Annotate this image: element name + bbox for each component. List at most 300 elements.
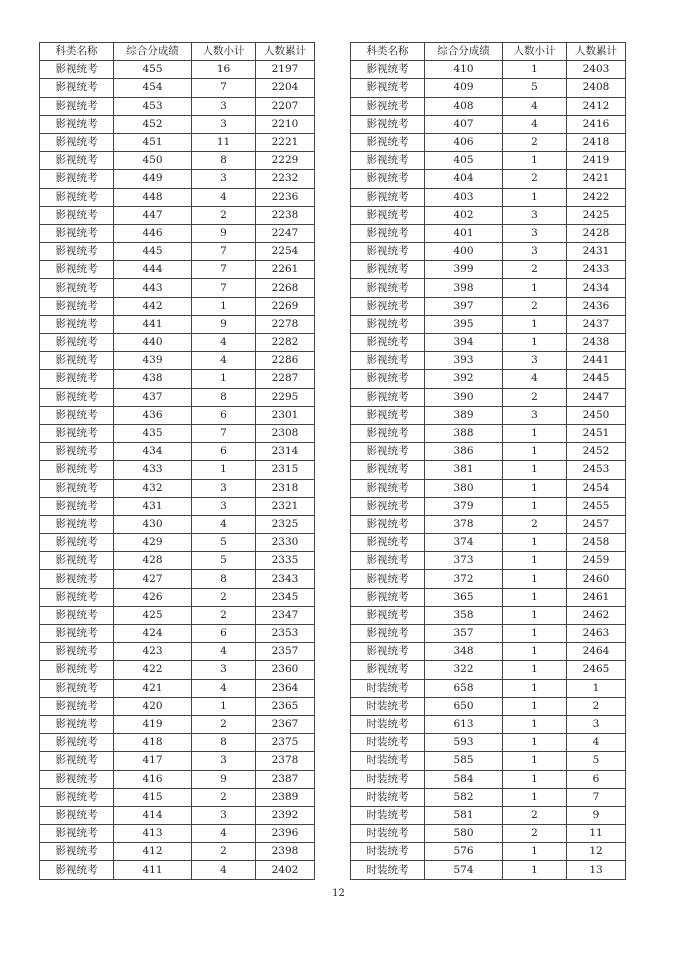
table-row: [351, 352, 626, 370]
cell-count: 2: [192, 843, 256, 861]
cell-score: 421: [114, 679, 192, 697]
table-row: [40, 206, 315, 224]
cell-cumulative: 2221: [256, 133, 315, 151]
table-row: [40, 406, 315, 424]
cell-cumulative: 7: [567, 788, 626, 806]
table-row: [351, 606, 626, 624]
cell-category: 影视统考: [40, 861, 114, 879]
cell-score: 357: [425, 625, 503, 643]
cell-cumulative: 9: [567, 806, 626, 824]
table-row: [40, 643, 315, 661]
cell-count: 7: [192, 243, 256, 261]
cell-count: 3: [192, 97, 256, 115]
cell-cumulative: 2447: [567, 388, 626, 406]
cell-cumulative: 2236: [256, 188, 315, 206]
cell-score: 380: [425, 479, 503, 497]
cell-count: 1: [503, 679, 567, 697]
cell-cumulative: 2308: [256, 424, 315, 442]
cell-category: 影视统考: [351, 515, 425, 533]
cell-score: 452: [114, 115, 192, 133]
cell-score: 409: [425, 79, 503, 97]
cell-count: 1: [503, 588, 567, 606]
cell-cumulative: 2459: [567, 552, 626, 570]
header-category: 科类名称: [351, 43, 425, 61]
cell-count: 2: [192, 788, 256, 806]
cell-score: 435: [114, 424, 192, 442]
cell-count: 1: [192, 697, 256, 715]
score-table-right: [350, 42, 626, 880]
cell-count: 1: [503, 643, 567, 661]
table-row: [351, 370, 626, 388]
cell-category: 影视统考: [351, 370, 425, 388]
cell-cumulative: 2318: [256, 479, 315, 497]
cell-cumulative: 2335: [256, 552, 315, 570]
cell-category: 影视统考: [40, 152, 114, 170]
cell-score: 407: [425, 115, 503, 133]
table-row: [40, 570, 315, 588]
cell-cumulative: 2365: [256, 697, 315, 715]
table-row: [351, 825, 626, 843]
cell-count: 1: [503, 661, 567, 679]
cell-category: 影视统考: [40, 843, 114, 861]
cell-category: 影视统考: [351, 279, 425, 297]
cell-score: 417: [114, 752, 192, 770]
cell-cumulative: 2: [567, 697, 626, 715]
cell-score: 436: [114, 406, 192, 424]
cell-count: 1: [503, 788, 567, 806]
cell-score: 429: [114, 534, 192, 552]
cell-score: 438: [114, 370, 192, 388]
cell-category: 影视统考: [351, 443, 425, 461]
cell-cumulative: 2416: [567, 115, 626, 133]
table-row: [351, 97, 626, 115]
cell-score: 574: [425, 861, 503, 879]
cell-score: 424: [114, 625, 192, 643]
cell-score: 397: [425, 297, 503, 315]
cell-score: 393: [425, 352, 503, 370]
cell-category: 影视统考: [40, 97, 114, 115]
table-row: [40, 715, 315, 733]
cell-cumulative: 13: [567, 861, 626, 879]
cell-count: 1: [503, 461, 567, 479]
cell-cumulative: 2460: [567, 570, 626, 588]
table-row: [40, 625, 315, 643]
cell-category: 影视统考: [40, 224, 114, 242]
cell-category: 影视统考: [351, 97, 425, 115]
cell-category: 影视统考: [351, 552, 425, 570]
cell-score: 398: [425, 279, 503, 297]
cell-score: 443: [114, 279, 192, 297]
cell-score: 446: [114, 224, 192, 242]
cell-cumulative: 2207: [256, 97, 315, 115]
cell-category: 影视统考: [351, 79, 425, 97]
table-row: [351, 588, 626, 606]
cell-cumulative: 2464: [567, 643, 626, 661]
cell-category: 影视统考: [351, 352, 425, 370]
cell-score: 593: [425, 734, 503, 752]
table-row: [40, 497, 315, 515]
table-row: [351, 625, 626, 643]
cell-cumulative: 2445: [567, 370, 626, 388]
cell-score: 413: [114, 825, 192, 843]
cell-cumulative: 2360: [256, 661, 315, 679]
cell-count: 1: [503, 279, 567, 297]
cell-score: 441: [114, 315, 192, 333]
cell-category: 影视统考: [40, 497, 114, 515]
cell-cumulative: 2375: [256, 734, 315, 752]
cell-category: 影视统考: [40, 443, 114, 461]
cell-cumulative: 2247: [256, 224, 315, 242]
cell-score: 427: [114, 570, 192, 588]
table-row: [351, 406, 626, 424]
cell-count: 5: [503, 79, 567, 97]
cell-category: 影视统考: [40, 479, 114, 497]
cell-cumulative: 2204: [256, 79, 315, 97]
cell-category: 影视统考: [351, 534, 425, 552]
cell-score: 576: [425, 843, 503, 861]
cell-score: 374: [425, 534, 503, 552]
cell-count: 3: [503, 243, 567, 261]
cell-cumulative: 11: [567, 825, 626, 843]
cell-count: 1: [503, 152, 567, 170]
cell-score: 373: [425, 552, 503, 570]
table-row: [351, 752, 626, 770]
table-row: [40, 315, 315, 333]
cell-category: 影视统考: [40, 661, 114, 679]
table-row: [351, 279, 626, 297]
cell-cumulative: 2398: [256, 843, 315, 861]
cell-count: 1: [503, 552, 567, 570]
cell-cumulative: 2437: [567, 315, 626, 333]
cell-category: 时装统考: [351, 715, 425, 733]
cell-category: 影视统考: [40, 279, 114, 297]
cell-score: 430: [114, 515, 192, 533]
cell-count: 3: [192, 806, 256, 824]
cell-score: 428: [114, 552, 192, 570]
cell-score: 411: [114, 861, 192, 879]
cell-score: 449: [114, 170, 192, 188]
cell-score: 584: [425, 770, 503, 788]
cell-score: 444: [114, 261, 192, 279]
cell-score: 420: [114, 697, 192, 715]
table-row: [351, 806, 626, 824]
cell-cumulative: 2301: [256, 406, 315, 424]
cell-cumulative: 2422: [567, 188, 626, 206]
cell-score: 412: [114, 843, 192, 861]
cell-count: 2: [503, 388, 567, 406]
cell-category: 影视统考: [351, 406, 425, 424]
cell-cumulative: 2451: [567, 424, 626, 442]
table-row: [40, 61, 315, 79]
cell-score: 402: [425, 206, 503, 224]
cell-cumulative: 2314: [256, 443, 315, 461]
cell-category: 影视统考: [40, 370, 114, 388]
cell-score: 399: [425, 261, 503, 279]
table-row: [40, 152, 315, 170]
cell-category: 影视统考: [40, 625, 114, 643]
cell-category: 影视统考: [40, 115, 114, 133]
cell-cumulative: 2412: [567, 97, 626, 115]
cell-cumulative: 2325: [256, 515, 315, 533]
table-row: [351, 461, 626, 479]
cell-score: 433: [114, 461, 192, 479]
table-row: [351, 479, 626, 497]
cell-cumulative: 2330: [256, 534, 315, 552]
cell-score: 437: [114, 388, 192, 406]
cell-score: 451: [114, 133, 192, 151]
cell-category: 时装统考: [351, 788, 425, 806]
table-row: [40, 297, 315, 315]
page-number: 12: [332, 888, 345, 899]
cell-category: 影视统考: [40, 806, 114, 824]
cell-count: 1: [503, 625, 567, 643]
cell-cumulative: 2425: [567, 206, 626, 224]
table-row: [40, 661, 315, 679]
cell-category: 影视统考: [351, 497, 425, 515]
cell-score: 388: [425, 424, 503, 442]
cell-score: 386: [425, 443, 503, 461]
cell-score: 658: [425, 679, 503, 697]
cell-score: 442: [114, 297, 192, 315]
cell-count: 3: [192, 497, 256, 515]
table-row: [351, 861, 626, 879]
cell-category: 时装统考: [351, 825, 425, 843]
cell-count: 4: [192, 861, 256, 879]
cell-category: 时装统考: [351, 770, 425, 788]
cell-cumulative: 2465: [567, 661, 626, 679]
cell-cumulative: 2433: [567, 261, 626, 279]
table-row: [351, 206, 626, 224]
cell-category: 影视统考: [351, 297, 425, 315]
cell-count: 4: [503, 97, 567, 115]
cell-score: 378: [425, 515, 503, 533]
cell-category: 影视统考: [40, 297, 114, 315]
cell-cumulative: 2261: [256, 261, 315, 279]
table-row: [351, 788, 626, 806]
table-body-left: [40, 61, 315, 879]
cell-category: 影视统考: [351, 588, 425, 606]
cell-count: 1: [503, 497, 567, 515]
cell-score: 408: [425, 97, 503, 115]
cell-score: 414: [114, 806, 192, 824]
cell-cumulative: 2438: [567, 334, 626, 352]
cell-cumulative: 2321: [256, 497, 315, 515]
cell-score: 445: [114, 243, 192, 261]
header-count: 人数小计: [503, 43, 567, 61]
table-row: [351, 297, 626, 315]
cell-count: 1: [503, 534, 567, 552]
cell-score: 613: [425, 715, 503, 733]
cell-cumulative: 2463: [567, 625, 626, 643]
table-row: [40, 606, 315, 624]
table-row: [351, 679, 626, 697]
cell-score: 358: [425, 606, 503, 624]
cell-count: 4: [192, 188, 256, 206]
cell-cumulative: 2450: [567, 406, 626, 424]
cell-count: 6: [192, 406, 256, 424]
cell-category: 影视统考: [40, 243, 114, 261]
cell-cumulative: 2392: [256, 806, 315, 824]
table-row: [351, 224, 626, 242]
cell-cumulative: 2461: [567, 588, 626, 606]
cell-category: 影视统考: [351, 188, 425, 206]
cell-count: 16: [192, 61, 256, 79]
cell-category: 影视统考: [40, 697, 114, 715]
table-header-row: [40, 43, 315, 61]
table-row: [40, 188, 315, 206]
cell-cumulative: 3: [567, 715, 626, 733]
cell-cumulative: 2421: [567, 170, 626, 188]
table-row: [40, 679, 315, 697]
cell-category: 影视统考: [351, 170, 425, 188]
table-row: [40, 133, 315, 151]
cell-category: 影视统考: [351, 424, 425, 442]
cell-count: 2: [192, 588, 256, 606]
cell-cumulative: 2357: [256, 643, 315, 661]
cell-count: 1: [503, 606, 567, 624]
cell-count: 1: [503, 770, 567, 788]
cell-cumulative: 2345: [256, 588, 315, 606]
cell-category: 影视统考: [40, 133, 114, 151]
cell-score: 365: [425, 588, 503, 606]
cell-count: 9: [192, 770, 256, 788]
cell-count: 2: [503, 170, 567, 188]
cell-category: 影视统考: [351, 388, 425, 406]
table-row: [40, 588, 315, 606]
table-row: [40, 515, 315, 533]
cell-cumulative: 2389: [256, 788, 315, 806]
cell-cumulative: 2232: [256, 170, 315, 188]
cell-category: 影视统考: [40, 406, 114, 424]
cell-score: 432: [114, 479, 192, 497]
table-row: [351, 243, 626, 261]
cell-score: 348: [425, 643, 503, 661]
cell-cumulative: 2402: [256, 861, 315, 879]
cell-cumulative: 2378: [256, 752, 315, 770]
cell-category: 影视统考: [40, 715, 114, 733]
cell-count: 1: [503, 315, 567, 333]
table-row: [40, 479, 315, 497]
cell-score: 401: [425, 224, 503, 242]
cell-category: 影视统考: [40, 679, 114, 697]
cell-category: 影视统考: [40, 643, 114, 661]
cell-category: 影视统考: [40, 315, 114, 333]
cell-count: 2: [503, 297, 567, 315]
table-header-row: [351, 43, 626, 61]
cell-score: 423: [114, 643, 192, 661]
cell-count: 1: [503, 424, 567, 442]
table-row: [40, 243, 315, 261]
table-row: [40, 861, 315, 879]
cell-count: 3: [503, 224, 567, 242]
cell-count: 1: [503, 715, 567, 733]
cell-category: 影视统考: [40, 261, 114, 279]
cell-count: 8: [192, 734, 256, 752]
cell-score: 439: [114, 352, 192, 370]
cell-cumulative: 2315: [256, 461, 315, 479]
cell-score: 650: [425, 697, 503, 715]
table-row: [351, 515, 626, 533]
cell-cumulative: 2287: [256, 370, 315, 388]
header-cumulative: 人数累计: [256, 43, 315, 61]
cell-count: 2: [503, 133, 567, 151]
cell-count: 8: [192, 152, 256, 170]
cell-category: 影视统考: [40, 388, 114, 406]
cell-category: 影视统考: [40, 188, 114, 206]
cell-count: 2: [503, 806, 567, 824]
table-row: [40, 97, 315, 115]
table-row: [40, 697, 315, 715]
cell-category: 影视统考: [40, 588, 114, 606]
cell-cumulative: 4: [567, 734, 626, 752]
table-row: [351, 334, 626, 352]
cell-score: 581: [425, 806, 503, 824]
cell-category: 影视统考: [351, 606, 425, 624]
cell-cumulative: 2455: [567, 497, 626, 515]
table-row: [351, 697, 626, 715]
cell-cumulative: 12: [567, 843, 626, 861]
table-row: [351, 843, 626, 861]
cell-category: 影视统考: [40, 752, 114, 770]
cell-score: 453: [114, 97, 192, 115]
cell-category: 影视统考: [40, 770, 114, 788]
cell-cumulative: 2436: [567, 297, 626, 315]
cell-category: 影视统考: [351, 206, 425, 224]
cell-count: 6: [192, 443, 256, 461]
table-row: [40, 752, 315, 770]
table-row: [351, 61, 626, 79]
table-row: [351, 715, 626, 733]
cell-cumulative: 2268: [256, 279, 315, 297]
cell-category: 影视统考: [40, 734, 114, 752]
cell-score: 422: [114, 661, 192, 679]
cell-score: 416: [114, 770, 192, 788]
cell-category: 影视统考: [40, 606, 114, 624]
cell-category: 影视统考: [40, 515, 114, 533]
cell-cumulative: 2229: [256, 152, 315, 170]
cell-category: 影视统考: [40, 461, 114, 479]
cell-score: 400: [425, 243, 503, 261]
table-row: [40, 279, 315, 297]
cell-score: 450: [114, 152, 192, 170]
cell-cumulative: 2343: [256, 570, 315, 588]
cell-score: 425: [114, 606, 192, 624]
table-row: [40, 443, 315, 461]
cell-count: 3: [192, 170, 256, 188]
table-row: [351, 443, 626, 461]
cell-category: 影视统考: [40, 334, 114, 352]
cell-score: 403: [425, 188, 503, 206]
cell-count: 8: [192, 570, 256, 588]
cell-count: 3: [503, 206, 567, 224]
cell-category: 时装统考: [351, 752, 425, 770]
cell-score: 410: [425, 61, 503, 79]
cell-cumulative: 2238: [256, 206, 315, 224]
cell-category: 影视统考: [40, 61, 114, 79]
header-score: 综合分成绩: [425, 43, 503, 61]
cell-count: 8: [192, 388, 256, 406]
cell-score: 447: [114, 206, 192, 224]
cell-score: 434: [114, 443, 192, 461]
table-row: [40, 788, 315, 806]
cell-count: 4: [192, 352, 256, 370]
table-row: [40, 552, 315, 570]
cell-score: 419: [114, 715, 192, 733]
table-row: [40, 424, 315, 442]
table-row: [351, 170, 626, 188]
cell-category: 时装统考: [351, 843, 425, 861]
cell-category: 影视统考: [40, 570, 114, 588]
